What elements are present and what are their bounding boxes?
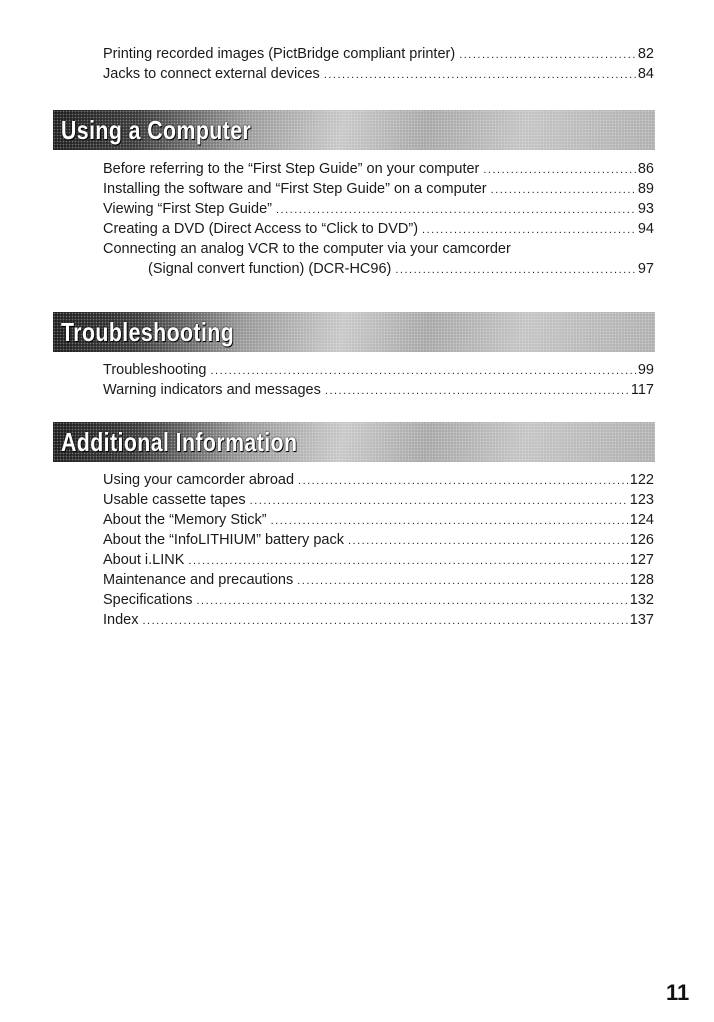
dot-leader [483,160,635,180]
dot-leader [250,491,628,511]
toc-entry-page: 93 [637,201,654,217]
toc-entry-title: Troubleshooting [103,362,207,378]
toc-group-continued [103,44,654,84]
toc-entry[interactable] [103,510,654,530]
dot-leader [348,531,628,551]
toc-entry-title: Connecting an analog VCR to the computer via your camcorder [103,241,511,257]
toc-entry[interactable] [103,550,654,570]
toc-entry[interactable] [103,380,654,400]
dot-leader [459,45,636,65]
toc-entry-title: Using your camcorder abroad [103,472,295,488]
dot-leader [298,471,628,491]
toc-entry-page: 89 [637,181,654,197]
toc-entry[interactable] [103,199,654,219]
toc-entry-title: Before referring to the “First Step Guide” on your computer [103,161,480,177]
dot-leader [210,361,635,381]
toc-entry-page: 137 [629,612,654,628]
toc-entry[interactable] [103,570,654,590]
dot-leader [491,180,636,200]
toc-entry[interactable] [103,360,654,380]
section-heading-text: Using a Computer [61,115,252,145]
toc-group-troubleshooting [103,360,654,400]
toc-entry-page: 132 [629,592,654,608]
toc-entry-page: 122 [629,472,654,488]
dot-leader [188,551,627,571]
toc-entry-title-continued: (Signal convert function) (DCR-HC96) [148,261,392,277]
toc-entry-title: Creating a DVD (Direct Access to “Click to DVD”) [103,221,419,237]
toc-entry-page: 94 [637,221,654,237]
toc-entry-page: 124 [629,512,654,528]
toc-entry[interactable] [103,470,654,490]
toc-group-additional-information [103,470,654,630]
toc-entry-title: About the “InfoLITHIUM” battery pack [103,532,344,548]
dot-leader [297,571,628,591]
toc-entry[interactable] [103,530,654,550]
toc-entry-title: Specifications [103,592,193,608]
toc-entry-title: Installing the software and “First Step Guide” on a computer [103,181,487,197]
toc-entry[interactable] [103,159,654,179]
dot-leader [324,65,636,85]
dot-leader [142,611,627,631]
toc-entry-title: Warning indicators and messages [103,382,321,398]
toc-entry[interactable] [103,219,654,239]
section-heading-additional-information [53,422,655,462]
toc-entry[interactable] [103,179,654,199]
toc-entry-title: Index [103,612,139,628]
dot-leader [271,511,628,531]
toc-entry-page: 123 [629,492,654,508]
toc-entry-page: 84 [637,66,654,82]
toc-entry[interactable] [103,610,654,630]
toc-entry-page: 128 [629,572,654,588]
toc-entry-title: Jacks to connect external devices [103,66,320,82]
toc-group-using-a-computer [103,159,654,279]
toc-entry[interactable] [103,239,654,279]
dot-leader [395,260,636,280]
toc-entry-page: 86 [637,161,654,177]
toc-entry-title-continued-line [103,259,654,279]
toc-entry-page: 126 [629,532,654,548]
section-heading-using-a-computer [53,110,655,150]
section-heading-troubleshooting [53,312,655,352]
toc-entry-title: Viewing “First Step Guide” [103,201,272,217]
toc-entry-title: About the “Memory Stick” [103,512,267,528]
section-heading-text: Troubleshooting [61,317,235,347]
toc-entry[interactable] [103,490,654,510]
toc-entry[interactable] [103,64,654,84]
dot-leader [325,381,629,401]
toc-entry-page: 117 [630,382,654,398]
toc-entry[interactable] [103,590,654,610]
dot-leader [196,591,627,611]
toc-entry-page: 82 [637,46,654,62]
toc-entry-title: Usable cassette tapes [103,492,246,508]
page-number: 11 [666,980,690,1005]
toc-entry-title: Maintenance and precautions [103,572,294,588]
toc-entry-title: Printing recorded images (PictBridge compliant printer) [103,46,456,62]
section-heading-text: Additional Information [61,427,298,457]
toc-entry-title: About i.LINK [103,552,185,568]
dot-leader [422,220,636,240]
toc-entry[interactable] [103,44,654,64]
dot-leader [276,200,636,220]
toc-entry-page: 99 [637,362,654,378]
toc-entry-page: 97 [637,261,654,277]
toc-entry-page: 127 [629,552,654,568]
